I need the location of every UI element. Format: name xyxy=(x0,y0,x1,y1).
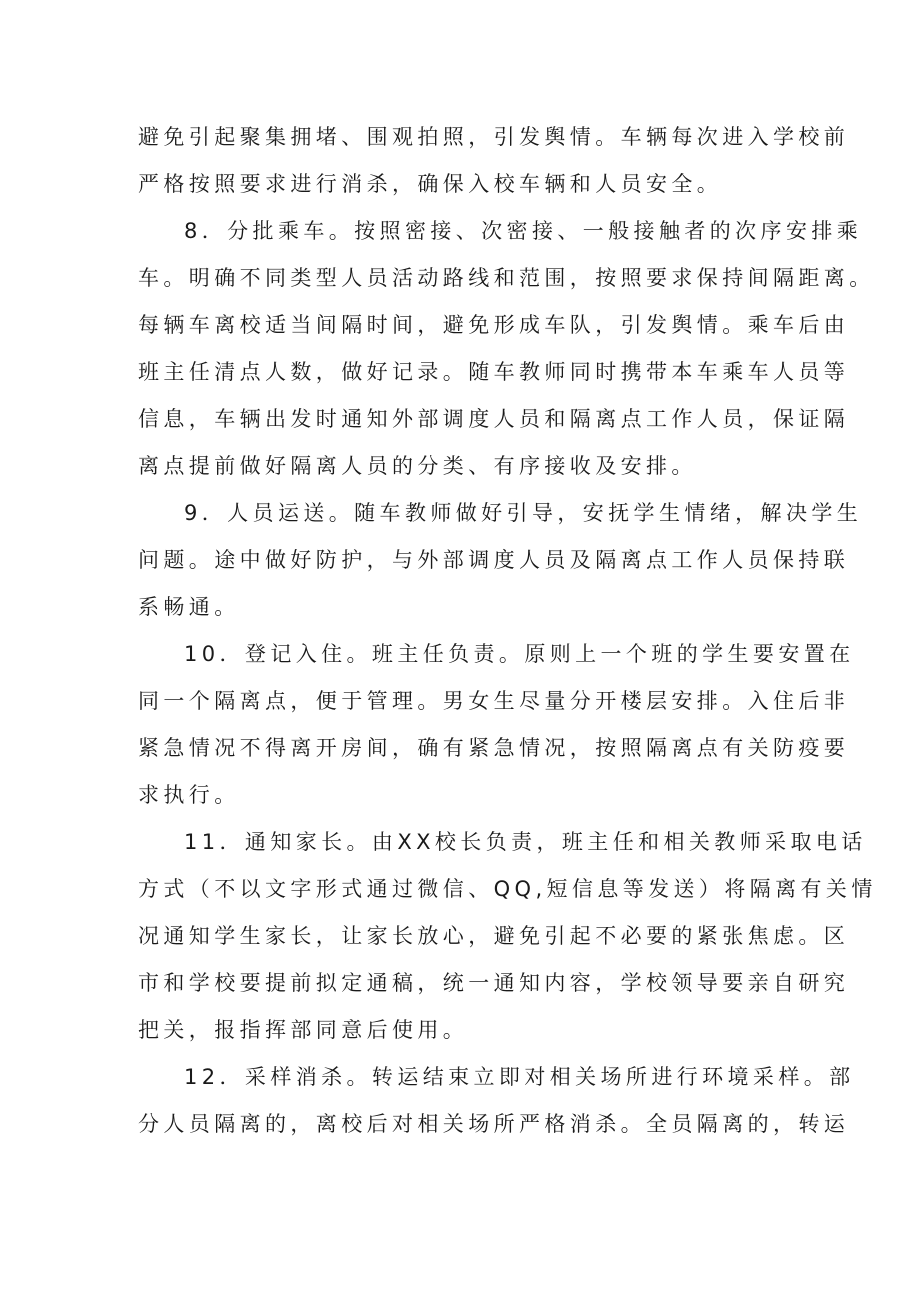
text-line: 求执行。 xyxy=(138,783,240,807)
text-line: 信息，车辆出发时通知外部调度人员和隔离点工作人员，保证隔 xyxy=(138,407,850,431)
text-line: 离点提前做好隔离人员的分类、有序接收及安排。 xyxy=(138,454,697,478)
paragraph-item-9 xyxy=(138,490,863,631)
text-line: 方式（不以文字形式通过微信、QQ,短信息等发送）将隔离有关情 xyxy=(138,877,877,901)
text-line: 班主任清点人数，做好记录。随车教师同时携带本车乘车人员等 xyxy=(138,360,850,384)
text-line: 9．人员运送。随车教师做好引导，安抚学生情绪，解决学生 xyxy=(184,501,863,525)
paragraph-item-11 xyxy=(138,819,877,1054)
text-line: 紧急情况不得离开房间，确有紧急情况，按照隔离点有关防疫要 xyxy=(138,736,850,760)
text-line: 把关，报指挥部同意后使用。 xyxy=(138,1018,469,1042)
text-line: 况通知学生家长，让家长放心，避免引起不必要的紧张焦虑。区 xyxy=(138,924,850,948)
text-line: 车。明确不同类型人员活动路线和范围，按照要求保持间隔距离。 xyxy=(138,266,875,290)
text-line: 分人员隔离的，离校后对相关场所严格消杀。全员隔离的，转运 xyxy=(138,1112,850,1136)
text-line: 市和学校要提前拟定通稿，统一通知内容，学校领导要亲自研究 xyxy=(138,971,850,995)
text-line: 每辆车离校适当间隔时间，避免形成车队，引发舆情。乘车后由 xyxy=(138,313,850,337)
text-line: 10．登记入住。班主任负责。原则上一个班的学生要安置在 xyxy=(184,642,855,666)
paragraph-item-12 xyxy=(138,1054,855,1148)
text-line: 11．通知家长。由XX校长负责，班主任和相关教师采取电话 xyxy=(184,830,867,854)
paragraph-item-8 xyxy=(138,208,875,490)
text-line: 避免引起聚集拥堵、围观拍照，引发舆情。车辆每次进入学校前 xyxy=(138,125,850,149)
document-body xyxy=(138,114,877,1148)
text-line: 12．采样消杀。转运结束立即对相关场所进行环境采样。部 xyxy=(184,1065,855,1089)
text-line: 严格按照要求进行消杀，确保入校车辆和人员安全。 xyxy=(138,172,723,196)
text-line: 同一个隔离点，便于管理。男女生尽量分开楼层安排。入住后非 xyxy=(138,689,850,713)
paragraph-item-10 xyxy=(138,631,855,819)
paragraph-continuation xyxy=(138,114,850,208)
text-line: 问题。途中做好防护，与外部调度人员及隔离点工作人员保持联 xyxy=(138,548,850,572)
text-line: 系畅通。 xyxy=(138,595,240,619)
text-line: 8．分批乘车。按照密接、次密接、一般接触者的次序安排乘 xyxy=(184,219,863,243)
